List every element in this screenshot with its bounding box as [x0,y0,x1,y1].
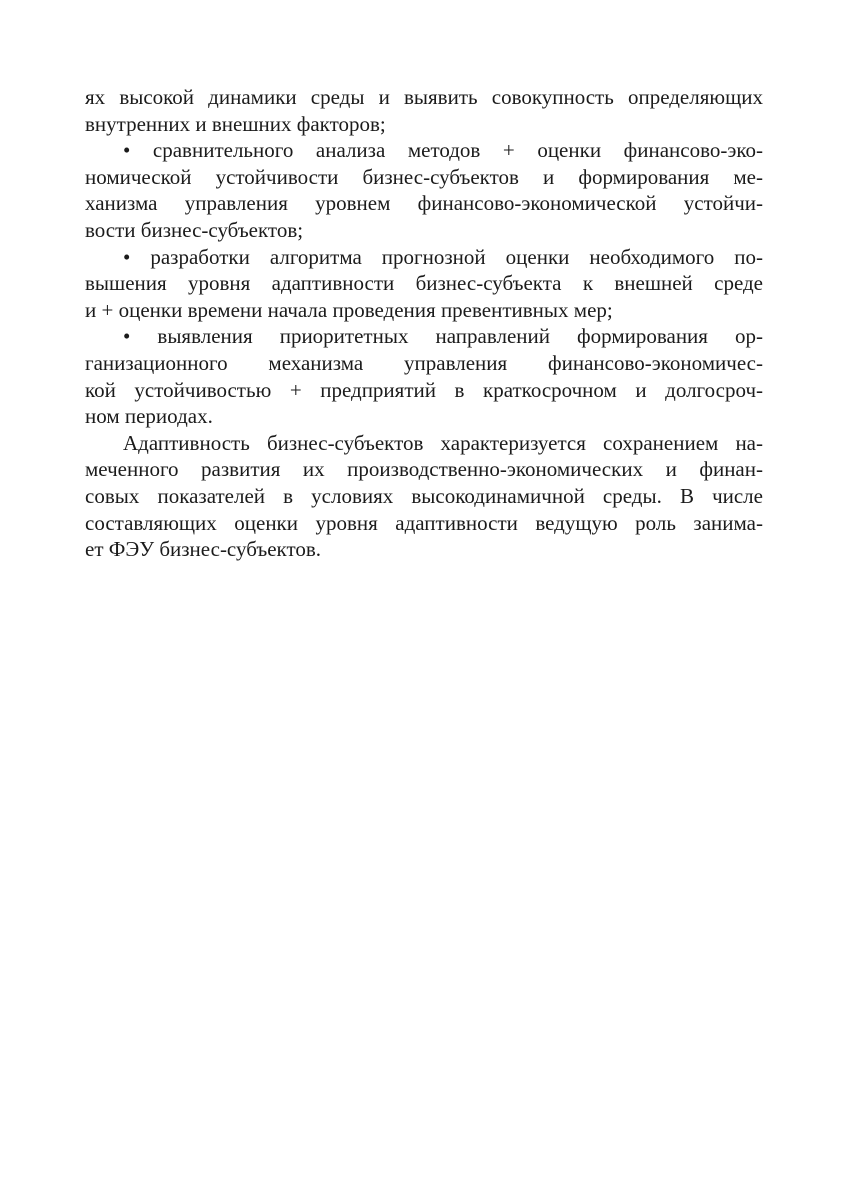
text-line: • разработки алгоритма прогнозной оценки необходимого по- [123,244,763,269]
text-line: Адаптивность бизнес-субъектов характеризуется сохранением на- [123,430,763,455]
paragraph-continuation [85,84,763,137]
text-line: внутренних и внешних факторов; [85,111,386,136]
text-line: • выявления приоритетных направлений формирования ор- [123,324,763,349]
paragraph-bullet [85,137,763,243]
text-block [85,84,763,563]
paragraph-body [85,430,763,563]
text-line: • сравнительного анализа методов + оценки финансово-эко- [123,138,763,163]
text-line: вышения уровня адаптивности бизнес-субъекта к внешней среде [85,271,763,296]
text-line: ном периодах. [85,404,213,429]
text-line: составляющих оценки уровня адаптивности ведущую роль занима- [85,510,763,535]
text-line: номической устойчивости бизнес-субъектов и формирования ме- [85,164,763,189]
text-line: кой устойчивостью + предприятий в краткосрочном и долгосроч- [85,377,763,402]
paragraph-bullet [85,244,763,324]
text-line: ханизма управления уровнем финансово-экономической устойчи- [85,191,763,216]
text-line: ях высокой динамики среды и выявить совокупность определяющих [85,85,763,109]
text-line: вости бизнес-субъектов; [85,217,304,242]
text-line: ет ФЭУ бизнес-субъектов. [85,537,322,562]
text-line: и + оценки времени начала проведения превентивных мер; [85,297,613,322]
paragraph-bullet [85,323,763,429]
text-line: ганизационного механизма управления финансово-экономичес- [85,350,763,375]
text-line: меченного развития их производственно-экономических и финан- [85,457,763,482]
text-line: совых показателей в условиях высокодинамичной среды. В числе [85,483,763,508]
